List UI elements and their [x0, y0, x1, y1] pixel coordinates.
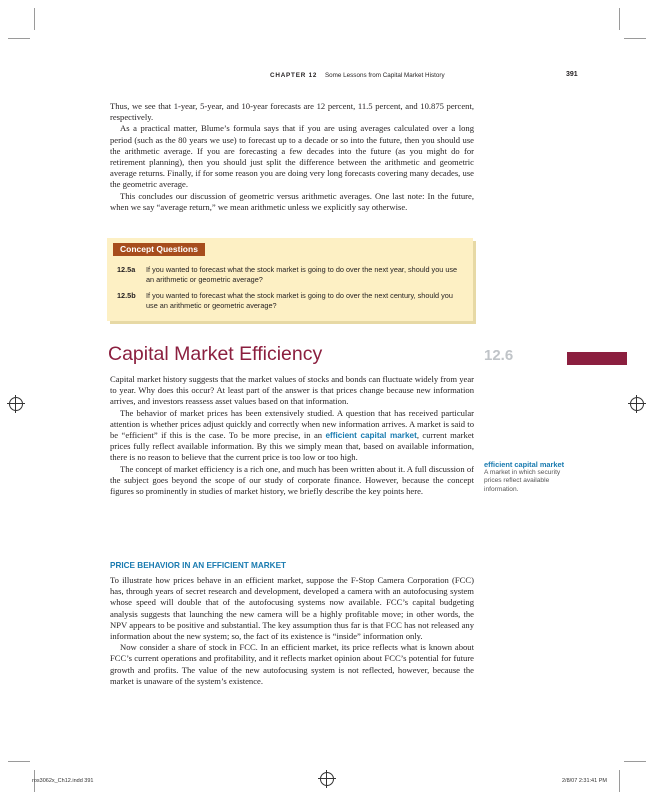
paragraph-text: The behavior of market prices has been extensively studied. A question that has received particular attention is whether prices adjust quickly and correctly when new information arrives. A market is said to be “efficient” if this is the case. To be more precise, in an	[110, 407, 474, 441]
chapter-label: CHAPTER 12	[270, 72, 318, 79]
crop-mark	[34, 8, 35, 30]
crop-mark	[624, 761, 646, 762]
section-number: 12.6	[484, 347, 514, 364]
question-number: 12.5b	[117, 291, 136, 300]
registration-mark-icon	[630, 397, 644, 411]
crop-mark	[619, 8, 620, 30]
paragraph-text: , current market prices fully reflect available information. By this we simply mean that, based on available information, there is no reason to believe that the current price is too low or too high.	[110, 430, 475, 463]
page-number: 391	[566, 71, 578, 78]
chapter-title: Some Lessons from Capital Market History	[324, 72, 445, 79]
registration-mark-icon	[9, 397, 23, 411]
definition-term: efficient capital market	[484, 460, 565, 469]
question-text: If you wanted to forecast what the stock market is going to do over the next century, should you use an arithmetic or geometric average?	[146, 291, 453, 310]
registration-mark-icon	[320, 772, 334, 786]
paragraph: As a practical matter, Blume’s formula says that if you are using averages calculated over a long period (such as the 80 years we use) to forecast up to a decade or so into the future, then you should use the arithmetic average. If you are forecasting a few decades into the future (as you might do for retirement planning), then you should just split the difference between the arithmetic and geometric average returns. Finally, if for some reason you are doing very long forecasts covering many decades, use the geometric average.	[110, 123, 474, 190]
key-term: efficient capital market	[325, 431, 417, 441]
paragraph	[110, 408, 474, 464]
paragraph: Thus, we see that 1-year, 5-year, and 10-year forecasts are 12 percent, 11.5 percent, and 10.875 percent, respectively.	[110, 101, 474, 123]
crop-mark	[619, 770, 620, 792]
question-number: 12.5a	[117, 265, 136, 274]
intro-text	[110, 101, 474, 213]
section-color-bar	[567, 352, 627, 365]
paragraph: This concludes our discussion of geometric versus arithmetic averages. One last note: In the future, when we say “average return,” we mean arithmetic unless we explicitly say otherwise.	[110, 190, 474, 212]
concept-questions-title: Concept Questions	[113, 243, 205, 256]
crop-mark	[8, 38, 30, 39]
concept-questions-box	[107, 238, 473, 321]
running-head	[270, 72, 480, 79]
margin-definition	[484, 460, 564, 494]
efficiency-text	[110, 374, 474, 497]
section-title: Capital Market Efficiency	[108, 343, 323, 365]
question-text: If you wanted to forecast what the stock market is going to do over the next year, should you use an arithmetic or geometric average?	[146, 265, 458, 284]
paragraph: Now consider a share of stock in FCC. In an efficient market, its price reflects what is known about FCC’s current operations and profitability, and it reflects market opinion about FCC’s potential for future growth and profits. The value of the new autofocusing system is not reflected, however, because the market is unaware of the system’s existence.	[110, 642, 474, 686]
crop-mark	[624, 38, 646, 39]
concept-question	[117, 291, 465, 310]
footer-timestamp: 2/8/07 2:31:41 PM	[562, 778, 607, 784]
definition-text: A market in which security prices reflect available information.	[484, 469, 561, 493]
paragraph: To illustrate how prices behave in an efficient market, suppose the F-Stop Camera Corporation (FCC) has, through years of secret research and development, developed a camera with an autofocusing system whose speed will double that of the autofocusing systems now available. FCC’s capital budgeting analysis suggests that launching the new camera will be a highly profitable move; in other words, the NPV appears to be positive and substantial. The key assumption thus far is that FCC has not released any information about the new system; so, the fact of its existence is “inside” information only.	[110, 575, 474, 642]
concept-question	[117, 265, 465, 284]
paragraph: The concept of market efficiency is a rich one, and much has been written about it. A full discussion of the subject goes beyond the scope of our study of corporate finance. However, because the concept figures so prominently in studies of market history, we briefly describe the key points here.	[110, 463, 474, 497]
footer-file-slug: ros3062x_Ch12.indd 391	[32, 778, 94, 784]
paragraph: Capital market history suggests that the market values of stocks and bonds can fluctuate widely from year to year. Why does this occur? At least part of the answer is that prices change because new information arrives, and investors reassess asset values based on that information.	[110, 374, 474, 407]
subsection-heading: PRICE BEHAVIOR IN AN EFFICIENT MARKET	[110, 561, 287, 570]
subsection-text	[110, 575, 474, 687]
crop-mark	[8, 761, 30, 762]
